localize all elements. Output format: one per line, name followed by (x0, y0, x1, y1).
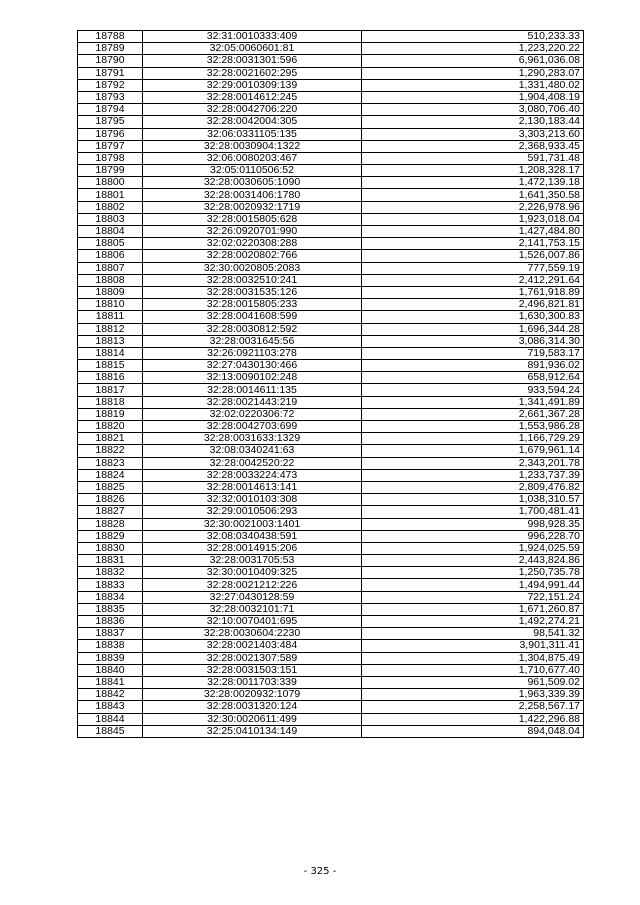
page-number: - 325 - (303, 866, 337, 877)
cadastral-number: 32:06:0331105:135 (143, 128, 362, 140)
cadastral-value: 1,923,018.04 (362, 213, 584, 225)
cadastral-number: 32:28:0020932:1079 (143, 689, 362, 701)
row-number: 18835 (78, 603, 143, 615)
table-row (78, 664, 584, 676)
row-number: 18804 (78, 226, 143, 238)
table-row (78, 226, 584, 238)
row-number: 18834 (78, 591, 143, 603)
row-number: 18841 (78, 676, 143, 688)
row-number: 18809 (78, 286, 143, 298)
table-row (78, 555, 584, 567)
table-row (78, 518, 584, 530)
cadastral-value: 933,594.24 (362, 384, 584, 396)
cadastral-number: 32:02:0220308:288 (143, 238, 362, 250)
cadastral-value: 1,963,339.39 (362, 689, 584, 701)
row-number: 18831 (78, 555, 143, 567)
table-row (78, 725, 584, 737)
table-row (78, 213, 584, 225)
table-row (78, 323, 584, 335)
cadastral-value: 2,809,476.82 (362, 481, 584, 493)
table-row (78, 628, 584, 640)
table-row (78, 676, 584, 688)
cadastral-value: 1,924,025.59 (362, 542, 584, 554)
cadastral-value: 591,731.48 (362, 152, 584, 164)
cadastral-value: 1,427,484.80 (362, 226, 584, 238)
row-number: 18789 (78, 43, 143, 55)
cadastral-value: 658,912.64 (362, 372, 584, 384)
table-row (78, 116, 584, 128)
cadastral-number: 32:28:0021443:219 (143, 396, 362, 408)
row-number: 18793 (78, 91, 143, 103)
cadastral-value: 1,472,139.18 (362, 177, 584, 189)
cadastral-value: 1,331,480.02 (362, 79, 584, 91)
table-row (78, 506, 584, 518)
cadastral-value: 719,583.17 (362, 347, 584, 359)
table-row (78, 31, 584, 43)
cadastral-number: 32:05:0110506:52 (143, 165, 362, 177)
row-number: 18836 (78, 616, 143, 628)
row-number: 18822 (78, 445, 143, 457)
row-number: 18802 (78, 201, 143, 213)
cadastral-value: 894,048.04 (362, 725, 584, 737)
row-number: 18828 (78, 518, 143, 530)
table-row (78, 433, 584, 445)
cadastral-value: 1,679,961.14 (362, 445, 584, 457)
row-number: 18812 (78, 323, 143, 335)
row-number: 18792 (78, 79, 143, 91)
cadastral-value: 2,368,933.45 (362, 140, 584, 152)
row-number: 18837 (78, 628, 143, 640)
cadastral-number: 32:28:0042703:699 (143, 421, 362, 433)
cadastral-value: 2,661,367.28 (362, 408, 584, 420)
row-number: 18819 (78, 408, 143, 420)
row-number: 18810 (78, 299, 143, 311)
row-number: 18796 (78, 128, 143, 140)
row-number: 18840 (78, 664, 143, 676)
cadastral-value: 3,080,706.40 (362, 104, 584, 116)
row-number: 18817 (78, 384, 143, 396)
table-row (78, 177, 584, 189)
cadastral-value: 3,303,213.60 (362, 128, 584, 140)
cadastral-value: 2,258,567.17 (362, 701, 584, 713)
cadastral-value: 1,671,260.87 (362, 603, 584, 615)
cadastral-number: 32:29:0010506:293 (143, 506, 362, 518)
cadastral-value: 2,343,201.78 (362, 457, 584, 469)
table-row (78, 713, 584, 725)
cadastral-number: 32:30:0020805:2083 (143, 262, 362, 274)
cadastral-number: 32:13:0090102:248 (143, 372, 362, 384)
table-row (78, 104, 584, 116)
table-row (78, 262, 584, 274)
cadastral-number: 32:28:0031705:53 (143, 555, 362, 567)
cadastral-value: 1,422,296.88 (362, 713, 584, 725)
cadastral-number: 32:28:0042004:305 (143, 116, 362, 128)
cadastral-number: 32:32:0010103:308 (143, 494, 362, 506)
row-number: 18827 (78, 506, 143, 518)
cadastral-number: 32:28:0014915:206 (143, 542, 362, 554)
table-row (78, 311, 584, 323)
row-number: 18824 (78, 469, 143, 481)
cadastral-number: 32:28:0020932:1719 (143, 201, 362, 213)
table-row (78, 542, 584, 554)
table-row (78, 579, 584, 591)
cadastral-number: 32:28:0015805:628 (143, 213, 362, 225)
row-number: 18825 (78, 481, 143, 493)
table-row (78, 55, 584, 67)
cadastral-value: 2,412,291.64 (362, 274, 584, 286)
table-row (78, 152, 584, 164)
cadastral-value: 1,710,677.40 (362, 664, 584, 676)
cadastral-number: 32:28:0042520:22 (143, 457, 362, 469)
cadastral-number: 32:28:0021212:226 (143, 579, 362, 591)
cadastral-number: 32:28:0042706:220 (143, 104, 362, 116)
cadastral-value: 1,641,350.58 (362, 189, 584, 201)
row-number: 18803 (78, 213, 143, 225)
row-number: 18833 (78, 579, 143, 591)
row-number: 18813 (78, 335, 143, 347)
table-row (78, 445, 584, 457)
row-number: 18799 (78, 165, 143, 177)
cadastral-value: 1,208,328.17 (362, 165, 584, 177)
cadastral-number: 32:29:0010309:139 (143, 79, 362, 91)
cadastral-value: 1,700,481.41 (362, 506, 584, 518)
row-number: 18843 (78, 701, 143, 713)
cadastral-value: 3,901,311.41 (362, 640, 584, 652)
cadastral-value: 2,226,978.96 (362, 201, 584, 213)
cadastral-number: 32:28:0031633:1329 (143, 433, 362, 445)
row-number: 18820 (78, 421, 143, 433)
table-row (78, 652, 584, 664)
row-number: 18844 (78, 713, 143, 725)
row-number: 18801 (78, 189, 143, 201)
cadastral-value: 1,761,918.89 (362, 286, 584, 298)
cadastral-value: 1,038,310.57 (362, 494, 584, 506)
table-row (78, 396, 584, 408)
cadastral-number: 32:28:0014613:141 (143, 481, 362, 493)
cadastral-number: 32:28:0030812:592 (143, 323, 362, 335)
row-number: 18845 (78, 725, 143, 737)
row-number: 18791 (78, 67, 143, 79)
table-row (78, 286, 584, 298)
table-row (78, 299, 584, 311)
cadastral-number: 32:28:0031645:56 (143, 335, 362, 347)
cadastral-value: 98,541.32 (362, 628, 584, 640)
row-number: 18807 (78, 262, 143, 274)
row-number: 18800 (78, 177, 143, 189)
cadastral-number: 32:27:0430128:59 (143, 591, 362, 603)
table-row (78, 481, 584, 493)
table-row (78, 128, 584, 140)
cadastral-number: 32:28:0020802:766 (143, 250, 362, 262)
row-number: 18830 (78, 542, 143, 554)
table-row (78, 530, 584, 542)
table-row (78, 372, 584, 384)
cadastral-number: 32:28:0031406:1780 (143, 189, 362, 201)
table-row (78, 91, 584, 103)
row-number: 18826 (78, 494, 143, 506)
table-row (78, 421, 584, 433)
cadastral-number: 32:28:0031503:151 (143, 664, 362, 676)
cadastral-number: 32:28:0014612:245 (143, 91, 362, 103)
table-row (78, 335, 584, 347)
table-row (78, 43, 584, 55)
cadastral-value: 1,166,729.29 (362, 433, 584, 445)
cadastral-number: 32:28:0021307:589 (143, 652, 362, 664)
row-number: 18815 (78, 360, 143, 372)
table-row (78, 165, 584, 177)
row-number: 18794 (78, 104, 143, 116)
cadastral-number: 32:28:0015805:233 (143, 299, 362, 311)
cadastral-value: 1,904,408.19 (362, 91, 584, 103)
row-number: 18795 (78, 116, 143, 128)
table-body (78, 31, 584, 738)
cadastral-value: 1,304,875.49 (362, 652, 584, 664)
table-row (78, 408, 584, 420)
table-row (78, 384, 584, 396)
cadastral-number: 32:08:0340438:591 (143, 530, 362, 542)
row-number: 18788 (78, 31, 143, 43)
row-number: 18790 (78, 55, 143, 67)
cadastral-value: 1,492,274.21 (362, 616, 584, 628)
table-row (78, 360, 584, 372)
table-row (78, 616, 584, 628)
table-row (78, 494, 584, 506)
table-row (78, 457, 584, 469)
cadastral-number: 32:28:0021602:295 (143, 67, 362, 79)
cadastral-value: 1,696,344.28 (362, 323, 584, 335)
cadastral-value: 2,496,821.81 (362, 299, 584, 311)
cadastral-value: 777,559.19 (362, 262, 584, 274)
row-number: 18839 (78, 652, 143, 664)
cadastral-value: 510,233.33 (362, 31, 584, 43)
cadastral-number: 32:28:0031535:126 (143, 286, 362, 298)
cadastral-value: 996,228.70 (362, 530, 584, 542)
cadastral-number: 32:30:0010409:325 (143, 567, 362, 579)
cadastral-number: 32:08:0340241:63 (143, 445, 362, 457)
table-row (78, 347, 584, 359)
row-number: 18805 (78, 238, 143, 250)
cadastral-number: 32:28:0031320:124 (143, 701, 362, 713)
cadastral-value: 3,086,314.30 (362, 335, 584, 347)
cadastral-value: 1,494,991.44 (362, 579, 584, 591)
table-row (78, 567, 584, 579)
row-number: 18832 (78, 567, 143, 579)
cadastral-value: 6,961,036.08 (362, 55, 584, 67)
row-number: 18842 (78, 689, 143, 701)
cadastral-number: 32:28:0021403:484 (143, 640, 362, 652)
table-row (78, 140, 584, 152)
cadastral-number: 32:28:0030604:2230 (143, 628, 362, 640)
cadastral-number: 32:28:0033224:473 (143, 469, 362, 481)
cadastral-number: 32:26:0920701:990 (143, 226, 362, 238)
row-number: 18838 (78, 640, 143, 652)
row-number: 18816 (78, 372, 143, 384)
table-row (78, 469, 584, 481)
cadastral-number: 32:06:0080203:467 (143, 152, 362, 164)
cadastral-value: 1,250,735.78 (362, 567, 584, 579)
cadastral-value: 1,630,300.83 (362, 311, 584, 323)
cadastral-number: 32:28:0011703:339 (143, 676, 362, 688)
cadastral-number: 32:10:0070401:695 (143, 616, 362, 628)
cadastral-value: 891,936.02 (362, 360, 584, 372)
row-number: 18823 (78, 457, 143, 469)
table-row (78, 189, 584, 201)
row-number: 18811 (78, 311, 143, 323)
table-row (78, 238, 584, 250)
cadastral-value: 961,509.02 (362, 676, 584, 688)
cadastral-value: 998,928.35 (362, 518, 584, 530)
table-row (78, 591, 584, 603)
cadastral-value: 2,443,824.86 (362, 555, 584, 567)
row-number: 18818 (78, 396, 143, 408)
cadastral-value: 1,341,491.89 (362, 396, 584, 408)
row-number: 18808 (78, 274, 143, 286)
cadastral-number: 32:30:0020611:499 (143, 713, 362, 725)
table-row (78, 640, 584, 652)
cadastral-number: 32:27:0430130:466 (143, 360, 362, 372)
cadastral-value: 722,151.24 (362, 591, 584, 603)
cadastral-number: 32:28:0030904:1322 (143, 140, 362, 152)
cadastral-number: 32:31:0010333:409 (143, 31, 362, 43)
cadastral-number: 32:28:0014611:135 (143, 384, 362, 396)
cadastral-value: 2,141,753.15 (362, 238, 584, 250)
table-row (78, 250, 584, 262)
cadastral-number: 32:28:0032510:241 (143, 274, 362, 286)
cadastral-number: 32:26:0921103:278 (143, 347, 362, 359)
cadastral-value: 1,526,007.86 (362, 250, 584, 262)
cadastral-number: 32:30:0021003:1401 (143, 518, 362, 530)
row-number: 18797 (78, 140, 143, 152)
cadastral-number: 32:05:0060601:81 (143, 43, 362, 55)
table-row (78, 79, 584, 91)
cadastral-number: 32:28:0032101:71 (143, 603, 362, 615)
cadastral-value: 1,233,737.39 (362, 469, 584, 481)
cadastral-number: 32:25:0410134:149 (143, 725, 362, 737)
cadastral-number: 32:28:0041608:599 (143, 311, 362, 323)
row-number: 18806 (78, 250, 143, 262)
table-row (78, 689, 584, 701)
cadastral-number: 32:28:0031301:596 (143, 55, 362, 67)
row-number: 18798 (78, 152, 143, 164)
cadastral-number: 32:28:0030605:1090 (143, 177, 362, 189)
table-row (78, 701, 584, 713)
cadastral-value: 1,553,986.28 (362, 421, 584, 433)
cadastral-number: 32:02:0220306:72 (143, 408, 362, 420)
row-number: 18814 (78, 347, 143, 359)
cadastral-value: 1,290,283.07 (362, 67, 584, 79)
table-row (78, 274, 584, 286)
row-number: 18829 (78, 530, 143, 542)
cadastral-value: 1,223,220.22 (362, 43, 584, 55)
table-row (78, 603, 584, 615)
row-number: 18821 (78, 433, 143, 445)
cadastral-value-table (77, 30, 584, 738)
cadastral-value: 2,130,183.44 (362, 116, 584, 128)
table-row (78, 67, 584, 79)
table-row (78, 201, 584, 213)
